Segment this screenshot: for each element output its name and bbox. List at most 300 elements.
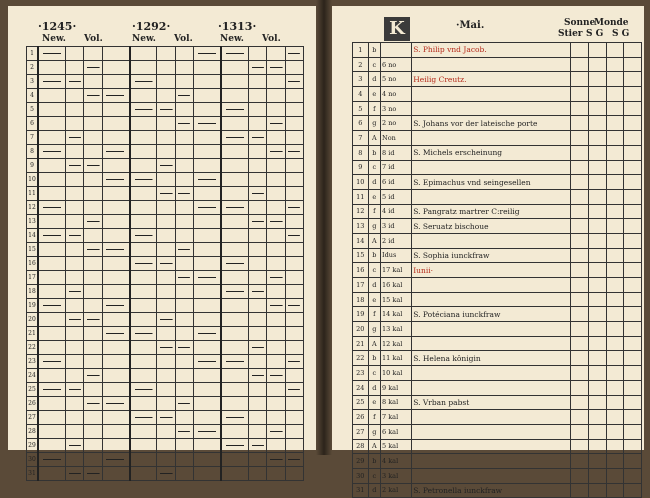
feast-name	[412, 101, 571, 116]
table-cell	[102, 313, 129, 327]
table-cell	[285, 145, 303, 159]
table-cell	[102, 145, 129, 159]
feast-name	[412, 454, 571, 469]
table-row	[353, 175, 642, 190]
table-cell	[102, 341, 129, 355]
table-cell	[221, 103, 248, 117]
dominical-letter: b	[368, 454, 380, 469]
position-cell	[571, 160, 589, 175]
table-cell	[248, 341, 266, 355]
table-row	[27, 229, 304, 243]
table-cell	[65, 397, 83, 411]
table-cell	[175, 467, 193, 481]
dominical-letter: c	[368, 366, 380, 381]
col-header: Vol.	[84, 34, 103, 44]
position-cell	[606, 454, 624, 469]
position-cell	[571, 131, 589, 146]
roman-date	[381, 43, 412, 58]
table-cell	[194, 439, 221, 453]
position-cell	[588, 43, 606, 58]
position-cell	[606, 292, 624, 307]
table-cell	[194, 271, 221, 285]
position-cell	[624, 145, 642, 160]
table-cell	[130, 397, 157, 411]
dominical-letter: g	[368, 322, 380, 337]
table-cell	[221, 243, 248, 257]
day-number: 26	[353, 410, 369, 425]
table-row	[353, 424, 642, 439]
table-cell	[175, 215, 193, 229]
table-cell	[65, 467, 83, 481]
table-cell	[285, 243, 303, 257]
table-row	[353, 468, 642, 483]
table-cell	[65, 439, 83, 453]
table-cell	[157, 341, 175, 355]
table-cell	[65, 229, 83, 243]
table-cell	[84, 327, 102, 341]
position-cell	[624, 189, 642, 204]
table-row	[27, 47, 304, 61]
position-cell	[571, 483, 589, 498]
table-cell	[102, 285, 129, 299]
table-cell	[248, 439, 266, 453]
table-cell	[285, 131, 303, 145]
roman-date: 16 kal	[381, 278, 412, 293]
table-cell	[84, 201, 102, 215]
position-cell	[606, 424, 624, 439]
table-cell	[157, 61, 175, 75]
feast-name: S. Potéciana iunckfraw	[412, 307, 571, 322]
roman-date: 9 kal	[381, 380, 412, 395]
table-cell	[267, 159, 285, 173]
monde-header: Monde	[594, 18, 629, 28]
table-cell	[248, 103, 266, 117]
feast-name: S. Philip vnd Jacob.	[412, 43, 571, 58]
table-cell	[285, 61, 303, 75]
col-header: New.	[220, 34, 244, 44]
feast-name	[412, 322, 571, 337]
day-number: 23	[353, 366, 369, 381]
table-cell	[65, 201, 83, 215]
table-cell	[248, 61, 266, 75]
table-cell	[194, 201, 221, 215]
table-cell	[248, 187, 266, 201]
day-number: 1	[27, 47, 39, 61]
position-cell	[606, 380, 624, 395]
table-cell	[157, 383, 175, 397]
table-row	[353, 322, 642, 337]
table-cell	[130, 383, 157, 397]
table-cell	[285, 397, 303, 411]
decorated-initial: K	[384, 17, 410, 41]
table-cell	[84, 131, 102, 145]
feast-name: S. Vrban pabst	[412, 395, 571, 410]
position-cell	[606, 248, 624, 263]
table-row	[353, 219, 642, 234]
table-cell	[65, 89, 83, 103]
table-cell	[157, 411, 175, 425]
table-cell	[102, 131, 129, 145]
table-cell	[38, 369, 65, 383]
table-cell	[130, 285, 157, 299]
position-cell	[624, 380, 642, 395]
position-cell	[606, 483, 624, 498]
table-cell	[194, 411, 221, 425]
table-cell	[38, 299, 65, 313]
table-cell	[194, 383, 221, 397]
table-cell	[285, 257, 303, 271]
position-cell	[588, 307, 606, 322]
table-cell	[285, 369, 303, 383]
table-cell	[38, 103, 65, 117]
table-cell	[65, 369, 83, 383]
table-row	[27, 467, 304, 481]
dominical-letter: e	[368, 87, 380, 102]
table-cell	[157, 89, 175, 103]
day-number: 25	[27, 383, 39, 397]
table-cell	[84, 411, 102, 425]
table-cell	[102, 47, 129, 61]
roman-date: 4 kal	[381, 454, 412, 469]
table-cell	[221, 61, 248, 75]
table-cell	[248, 383, 266, 397]
table-cell	[65, 313, 83, 327]
table-cell	[267, 75, 285, 89]
table-cell	[267, 229, 285, 243]
table-cell	[84, 145, 102, 159]
table-cell	[267, 145, 285, 159]
table-cell	[194, 467, 221, 481]
position-cell	[624, 219, 642, 234]
table-cell	[267, 369, 285, 383]
table-cell	[157, 257, 175, 271]
table-cell	[175, 355, 193, 369]
table-cell	[157, 103, 175, 117]
table-cell	[175, 187, 193, 201]
table-row	[27, 61, 304, 75]
table-cell	[157, 173, 175, 187]
table-cell	[157, 369, 175, 383]
position-cell	[588, 336, 606, 351]
day-number: 8	[27, 145, 39, 159]
table-cell	[194, 61, 221, 75]
feast-name	[412, 57, 571, 72]
table-cell	[221, 327, 248, 341]
table-cell	[267, 103, 285, 117]
table-row	[27, 285, 304, 299]
feast-name	[412, 366, 571, 381]
position-cell	[571, 307, 589, 322]
position-cell	[624, 410, 642, 425]
position-cell	[571, 278, 589, 293]
table-cell	[102, 61, 129, 75]
position-cell	[606, 263, 624, 278]
roman-date: 8 kal	[381, 395, 412, 410]
feast-name	[412, 87, 571, 102]
table-row	[27, 117, 304, 131]
table-row	[353, 204, 642, 219]
table-cell	[130, 313, 157, 327]
table-cell	[157, 159, 175, 173]
left-page	[8, 6, 316, 477]
table-cell	[267, 257, 285, 271]
table-cell	[194, 117, 221, 131]
table-cell	[38, 411, 65, 425]
position-cell	[624, 439, 642, 454]
table-cell	[84, 439, 102, 453]
table-row	[27, 257, 304, 271]
dominical-letter: e	[368, 292, 380, 307]
position-cell	[588, 424, 606, 439]
table-cell	[84, 117, 102, 131]
table-cell	[65, 383, 83, 397]
table-cell	[130, 341, 157, 355]
table-cell	[221, 369, 248, 383]
table-row	[353, 57, 642, 72]
table-cell	[267, 355, 285, 369]
table-cell	[84, 285, 102, 299]
table-cell	[38, 383, 65, 397]
table-cell	[285, 75, 303, 89]
table-row	[353, 307, 642, 322]
day-number: 12	[27, 201, 39, 215]
table-cell	[267, 131, 285, 145]
dominical-letter: c	[368, 57, 380, 72]
position-cell	[606, 410, 624, 425]
table-cell	[267, 173, 285, 187]
table-cell	[130, 201, 157, 215]
table-cell	[248, 397, 266, 411]
feast-name	[412, 131, 571, 146]
table-cell	[248, 411, 266, 425]
day-number: 22	[353, 351, 369, 366]
table-row	[27, 75, 304, 89]
table-row	[353, 263, 642, 278]
roman-date: 2 no	[381, 116, 412, 131]
table-cell	[84, 299, 102, 313]
table-cell	[285, 285, 303, 299]
feast-name: Heilig Creutz.	[412, 72, 571, 87]
table-cell	[285, 313, 303, 327]
dominical-letter: e	[368, 395, 380, 410]
position-cell	[588, 468, 606, 483]
table-cell	[175, 439, 193, 453]
table-cell	[102, 425, 129, 439]
table-cell	[102, 271, 129, 285]
table-cell	[157, 187, 175, 201]
position-cell	[571, 424, 589, 439]
position-cell	[571, 366, 589, 381]
table-cell	[194, 159, 221, 173]
table-cell	[267, 397, 285, 411]
feast-name	[412, 160, 571, 175]
table-row	[353, 101, 642, 116]
table-cell	[157, 397, 175, 411]
table-row	[353, 160, 642, 175]
table-cell	[194, 187, 221, 201]
position-cell	[624, 131, 642, 146]
stier-header: Stier	[558, 29, 583, 39]
table-cell	[175, 341, 193, 355]
table-cell	[221, 75, 248, 89]
table-row	[27, 187, 304, 201]
col-header: Vol.	[262, 34, 281, 44]
table-cell	[285, 327, 303, 341]
day-number: 10	[353, 175, 369, 190]
roman-date: 3 kal	[381, 468, 412, 483]
position-cell	[571, 380, 589, 395]
table-cell	[221, 47, 248, 61]
col-header: Vol.	[174, 34, 193, 44]
table-cell	[194, 299, 221, 313]
table-cell	[221, 89, 248, 103]
position-cell	[588, 410, 606, 425]
roman-date: 8 id	[381, 145, 412, 160]
roman-date: 7 id	[381, 160, 412, 175]
roman-date: 7 kal	[381, 410, 412, 425]
table-cell	[157, 201, 175, 215]
position-cell	[588, 219, 606, 234]
table-row	[27, 103, 304, 117]
table-cell	[65, 47, 83, 61]
table-cell	[194, 257, 221, 271]
table-cell	[175, 327, 193, 341]
table-cell	[130, 467, 157, 481]
feast-name: S. Petronella iunckfraw	[412, 483, 571, 498]
table-cell	[84, 369, 102, 383]
day-number: 23	[27, 355, 39, 369]
table-cell	[38, 341, 65, 355]
table-row	[353, 87, 642, 102]
table-cell	[194, 47, 221, 61]
table-cell	[65, 355, 83, 369]
position-cell	[588, 395, 606, 410]
position-cell	[606, 101, 624, 116]
position-cell	[588, 233, 606, 248]
calendar-table	[352, 42, 642, 498]
table-cell	[248, 117, 266, 131]
month-title: ·Mai.	[456, 20, 485, 31]
position-cell	[571, 468, 589, 483]
position-cell	[571, 43, 589, 58]
table-row	[353, 395, 642, 410]
table-cell	[84, 47, 102, 61]
table-row	[353, 278, 642, 293]
day-number: 21	[27, 327, 39, 341]
table-cell	[38, 89, 65, 103]
table-cell	[175, 145, 193, 159]
table-cell	[248, 285, 266, 299]
table-cell	[267, 383, 285, 397]
feast-name: S. Johans vor der lateische porte	[412, 116, 571, 131]
day-number: 24	[353, 380, 369, 395]
table-cell	[130, 299, 157, 313]
table-cell	[102, 439, 129, 453]
table-row	[27, 355, 304, 369]
day-number: 4	[353, 87, 369, 102]
table-cell	[248, 271, 266, 285]
position-cell	[588, 263, 606, 278]
table-cell	[38, 187, 65, 201]
position-cell	[571, 439, 589, 454]
position-cell	[571, 322, 589, 337]
feast-name	[412, 468, 571, 483]
table-cell	[84, 397, 102, 411]
dominical-letter: b	[368, 145, 380, 160]
table-cell	[65, 117, 83, 131]
position-cell	[571, 351, 589, 366]
table-cell	[221, 215, 248, 229]
position-cell	[588, 454, 606, 469]
table-cell	[130, 131, 157, 145]
feast-name	[412, 336, 571, 351]
table-cell	[84, 75, 102, 89]
table-cell	[221, 355, 248, 369]
table-cell	[102, 103, 129, 117]
position-cell	[571, 116, 589, 131]
table-cell	[65, 341, 83, 355]
feast-name	[412, 439, 571, 454]
day-number: 22	[27, 341, 39, 355]
table-cell	[84, 313, 102, 327]
position-cell	[606, 116, 624, 131]
roman-date: 5 kal	[381, 439, 412, 454]
position-cell	[624, 424, 642, 439]
position-cell	[571, 145, 589, 160]
roman-date: 2 id	[381, 233, 412, 248]
table-cell	[157, 467, 175, 481]
table-cell	[267, 439, 285, 453]
position-cell	[624, 336, 642, 351]
day-number: 31	[353, 483, 369, 498]
table-cell	[65, 327, 83, 341]
table-cell	[38, 327, 65, 341]
table-cell	[102, 467, 129, 481]
dominical-letter: A	[368, 439, 380, 454]
year-1: ·1245·	[38, 20, 77, 33]
table-cell	[65, 61, 83, 75]
day-number: 14	[353, 233, 369, 248]
table-cell	[175, 61, 193, 75]
position-cell	[588, 87, 606, 102]
table-cell	[285, 117, 303, 131]
table-cell	[157, 355, 175, 369]
table-row	[353, 366, 642, 381]
table-cell	[38, 397, 65, 411]
day-number: 3	[27, 75, 39, 89]
day-number: 28	[353, 439, 369, 454]
position-cell	[624, 454, 642, 469]
table-cell	[175, 313, 193, 327]
day-number: 16	[353, 263, 369, 278]
table-cell	[194, 229, 221, 243]
position-cell	[606, 307, 624, 322]
position-cell	[624, 57, 642, 72]
table-cell	[221, 299, 248, 313]
table-cell	[175, 299, 193, 313]
position-cell	[624, 292, 642, 307]
table-cell	[175, 159, 193, 173]
roman-date: 12 kal	[381, 336, 412, 351]
table-row	[27, 89, 304, 103]
day-number: 5	[27, 103, 39, 117]
dominical-letter: g	[368, 219, 380, 234]
dominical-letter: b	[368, 351, 380, 366]
table-cell	[267, 117, 285, 131]
table-cell	[285, 215, 303, 229]
table-cell	[248, 425, 266, 439]
table-cell	[267, 47, 285, 61]
